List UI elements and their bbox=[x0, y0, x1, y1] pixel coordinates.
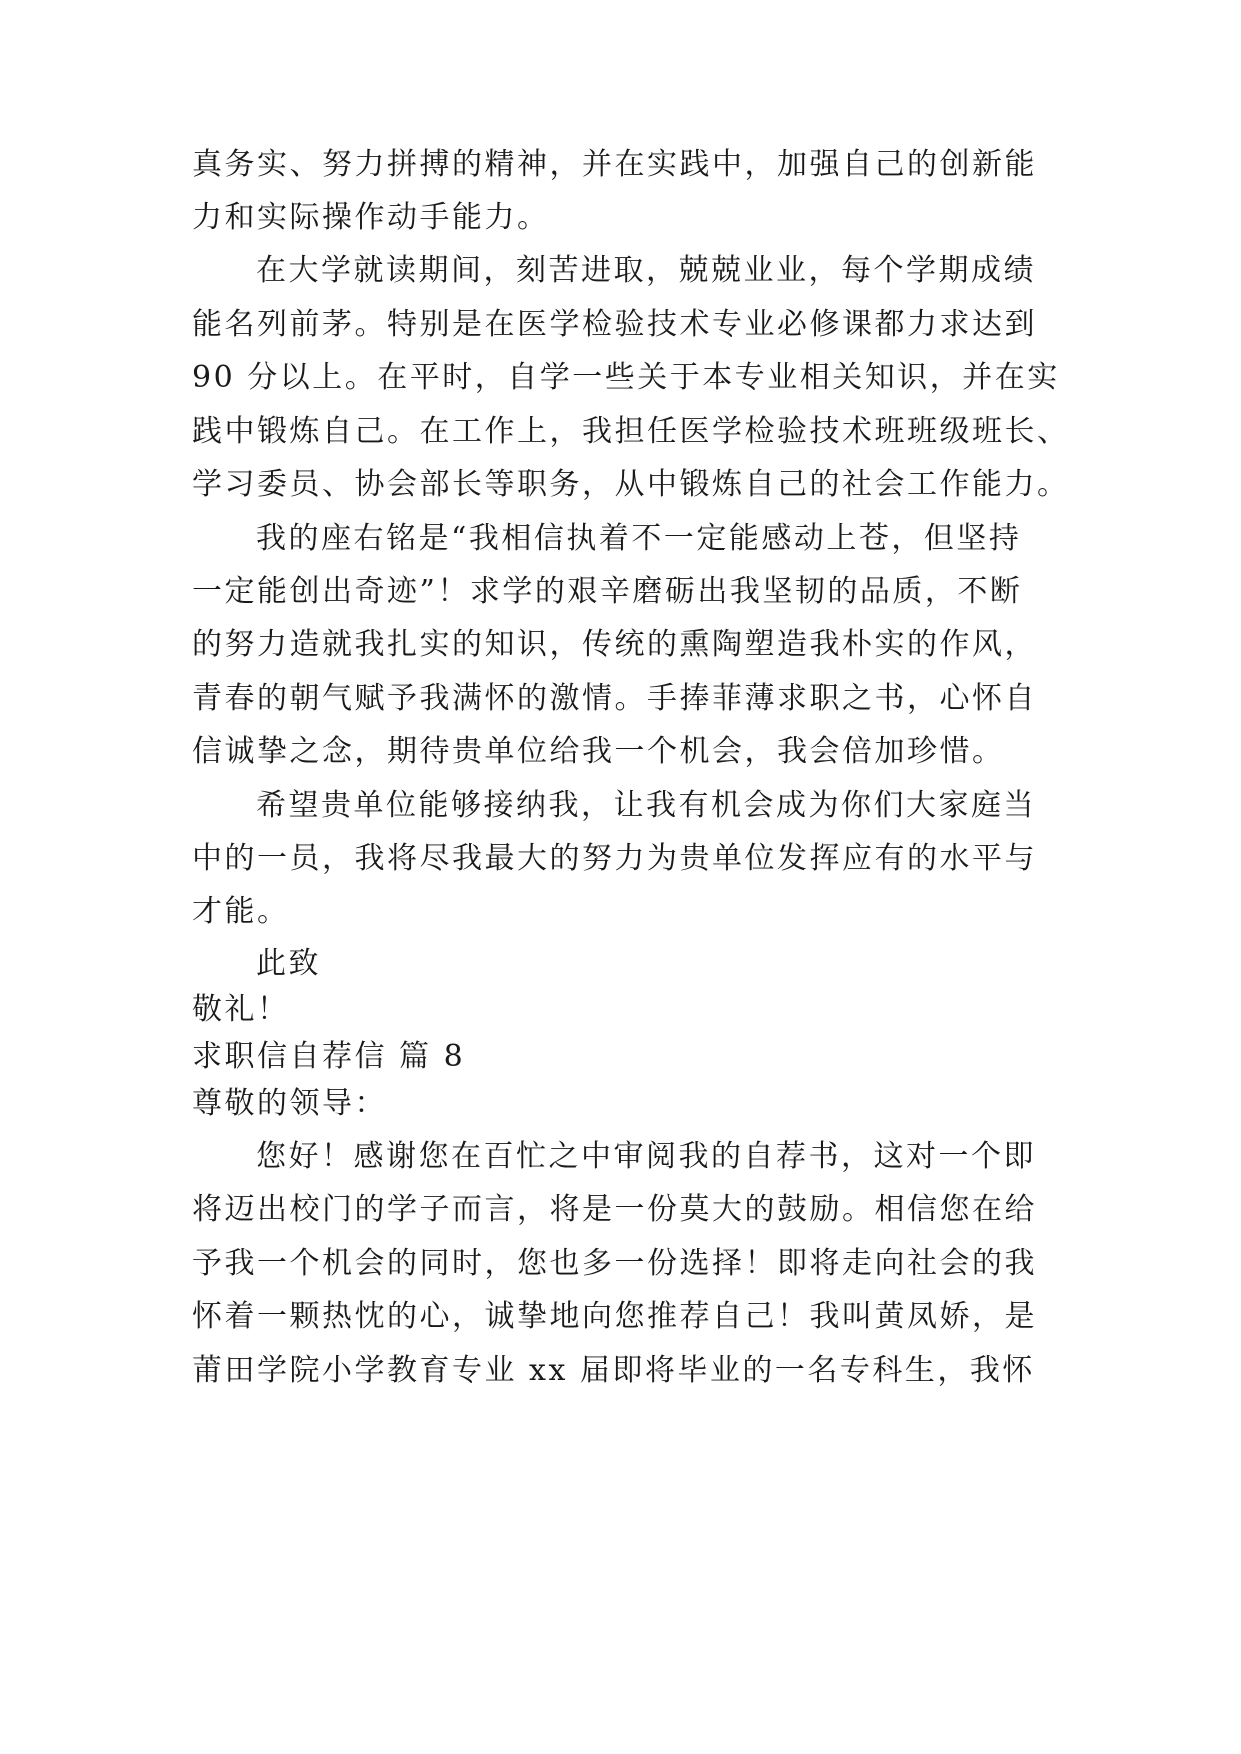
closing-salutation: 此致 bbox=[256, 946, 321, 981]
section-heading: 求职信自荐信 篇 8 bbox=[192, 1039, 466, 1074]
body-text-line: 能名列前茅。特别是在医学检验技术专业必修课都力求达到 bbox=[192, 307, 1037, 342]
paragraph-first-line: 您好！感谢您在百忙之中审阅我的自荐书，这对一个即 bbox=[256, 1139, 1036, 1174]
body-text-line: 青春的朝气赋予我满怀的激情。手捧菲薄求职之书，心怀自 bbox=[192, 681, 1037, 716]
paragraph-first-line: 我的座右铭是“我相信执着不一定能感动上苍，但坚持 bbox=[256, 521, 1022, 556]
closing-regards: 敬礼！ bbox=[192, 992, 290, 1027]
paragraph-first-line: 希望贵单位能够接纳我，让我有机会成为你们大家庭当 bbox=[256, 788, 1036, 823]
body-text-line: 莆田学院小学教育专业 xx 届即将毕业的一名专科生，我怀 bbox=[192, 1353, 1035, 1388]
body-text-line: 怀着一颗热忱的心，诚挚地向您推荐自己！我叫黄凤娇，是 bbox=[192, 1299, 1037, 1334]
body-text-line: 予我一个机会的同时，您也多一份选择！即将走向社会的我 bbox=[192, 1246, 1037, 1281]
letter-greeting: 尊敬的领导： bbox=[192, 1086, 387, 1121]
body-text-line: 90 分以上。在平时，自学一些关于本专业相关知识，并在实 bbox=[192, 360, 1060, 395]
body-text-line: 践中锻炼自己。在工作上，我担任医学检验技术班班级班长、 bbox=[192, 414, 1070, 449]
body-text-line: 真务实、努力拼搏的精神，并在实践中，加强自己的创新能 bbox=[192, 147, 1037, 182]
body-text-line: 学习委员、协会部长等职务，从中锻炼自己的社会工作能力。 bbox=[192, 467, 1070, 502]
body-text-line: 一定能创出奇迹”！求学的艰辛磨砺出我坚韧的品质，不断 bbox=[192, 574, 1023, 609]
body-text-line: 将迈出校门的学子而言，将是一份莫大的鼓励。相信您在给 bbox=[192, 1192, 1037, 1227]
paragraph-first-line: 在大学就读期间，刻苦进取，兢兢业业，每个学期成绩 bbox=[256, 253, 1036, 288]
body-text-line: 信诚挚之念，期待贵单位给我一个机会，我会倍加珍惜。 bbox=[192, 734, 1005, 769]
body-text-line: 中的一员，我将尽我最大的努力为贵单位发挥应有的水平与 bbox=[192, 841, 1037, 876]
body-text-line: 的努力造就我扎实的知识，传统的熏陶塑造我朴实的作风， bbox=[192, 627, 1037, 662]
body-text-line: 才能。 bbox=[192, 894, 290, 929]
body-text-line: 力和实际操作动手能力。 bbox=[192, 200, 550, 235]
